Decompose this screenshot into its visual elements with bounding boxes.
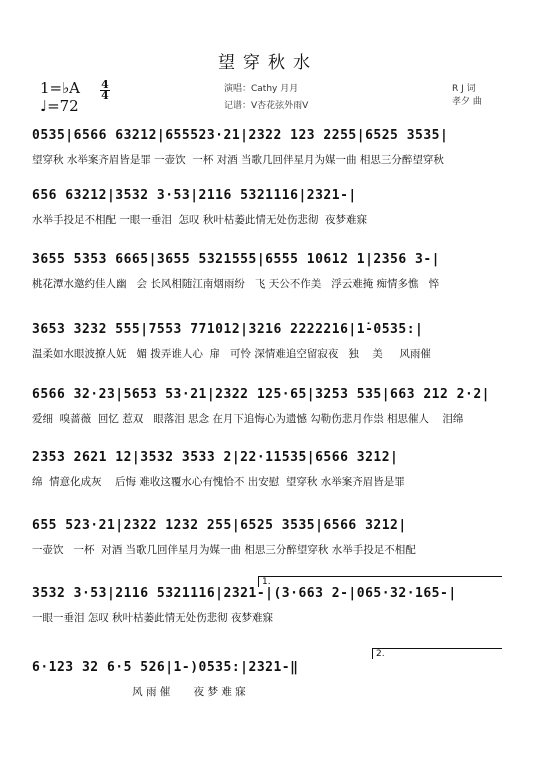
transcriber-credit: 记谱：V杏花弦外雨V xyxy=(224,101,309,111)
score-line-9 xyxy=(32,649,502,698)
notes-line: 3653 3232 555|7553 771012|3216 2222216|1̇-0535:| xyxy=(32,322,424,337)
time-bottom: 4 xyxy=(101,89,109,102)
notes-line: 2353 2621 12|3532 3533 2|22·11535|6566 3212| xyxy=(32,450,399,465)
score-line-1 xyxy=(32,128,502,166)
lyrics-line: 温柔如水眼波撩人妩 媚 拨弄谁人心 扉 可怜 深情难追空留寂夜 独 美 风雨催 xyxy=(32,348,431,360)
key-tempo: ♩=72 xyxy=(40,97,79,115)
notes-line: 3655 5353 6665|3655 5321555|6555 10612 1|2356 3-| xyxy=(32,252,441,267)
time-top: 4 xyxy=(101,78,109,91)
lyrics-line: 一壶饮 一杯 对酒 当歌几回伴星月为媒一曲 相思三分醉望穿秋 水举手投足不相配 xyxy=(32,544,416,556)
lyrics-line: 水举手投足不相配 一眼一垂泪 怎叹 秋叶枯萎此情无处伤悲彻 夜梦难寐 xyxy=(32,214,368,226)
notes-line: 656 63212|3532 3·53|2116 5321116|2321-| xyxy=(32,188,357,203)
singer-credit: 演唱：Cathy 月月 xyxy=(224,84,299,94)
song-title: 望穿秋水 xyxy=(218,53,318,73)
lyrics-line: 风 雨 催 夜 梦 难 寐 xyxy=(32,686,246,698)
score-line-4 xyxy=(32,322,502,360)
lyrics-line: 望穿秋 水举案齐眉皆是罪 一壶饮 一杯 对酒 当歌几回伴星月为媒一曲 相思三分醉望穿秋 xyxy=(32,154,444,166)
score-line-8 xyxy=(32,577,502,624)
time-signature xyxy=(100,80,110,101)
lyrics-line: 绵 情意化成灰 后悔 难收这覆水心有愧恰不 出安慰 望穿秋 水举案齐眉皆是罪 xyxy=(32,476,405,488)
lyricist-credit: R J 词 xyxy=(452,84,476,94)
score-line-2 xyxy=(32,188,502,226)
notes-line: 6566 32·23|5653 53·21|2322 125·65|3253 535|663 212 2·2| xyxy=(32,387,490,402)
notes-line: 0535|6566 63212|655523·21|2322 123 2255|6525 3535| xyxy=(32,128,449,143)
score-line-3 xyxy=(32,252,502,290)
score-line-6 xyxy=(32,450,502,488)
first-ending-bracket: 1. xyxy=(258,576,502,587)
notes-line: 6·123 32 6·5 526|1-)0535:|2321-‖ xyxy=(32,660,299,675)
notes-line: 655 523·21|2322 1232 255|6525 3535|6566 3212| xyxy=(32,518,407,533)
key-tonic: 1=♭A xyxy=(40,79,81,97)
score-line-7 xyxy=(32,518,502,556)
notes-line: 3532 3·53|2116 5321116|2321-|(3·663 2-|065·32·165-| xyxy=(32,586,457,601)
lyrics-line: 桃花潭水邀约佳人幽 会 长风相随江南烟雨纷 飞 天公不作美 浮云难掩 痴情多憔 悴 xyxy=(32,278,440,290)
lyrics-line: 一眼一垂泪 怎叹 秋叶枯萎此情无处伤悲彻 夜梦难寐 xyxy=(32,612,274,624)
lyrics-line: 爱细 嗅蔷薇 回忆 惹双 眼落泪 思念 在月下追悔心为遗憾 勾勒伤悲月作祟 相思催人 泪绵 xyxy=(32,413,464,425)
score-line-5 xyxy=(32,387,502,425)
composer-credit: 孝夕 曲 xyxy=(452,97,482,107)
second-ending-bracket: 2. xyxy=(372,648,502,659)
key-signature xyxy=(40,78,109,115)
